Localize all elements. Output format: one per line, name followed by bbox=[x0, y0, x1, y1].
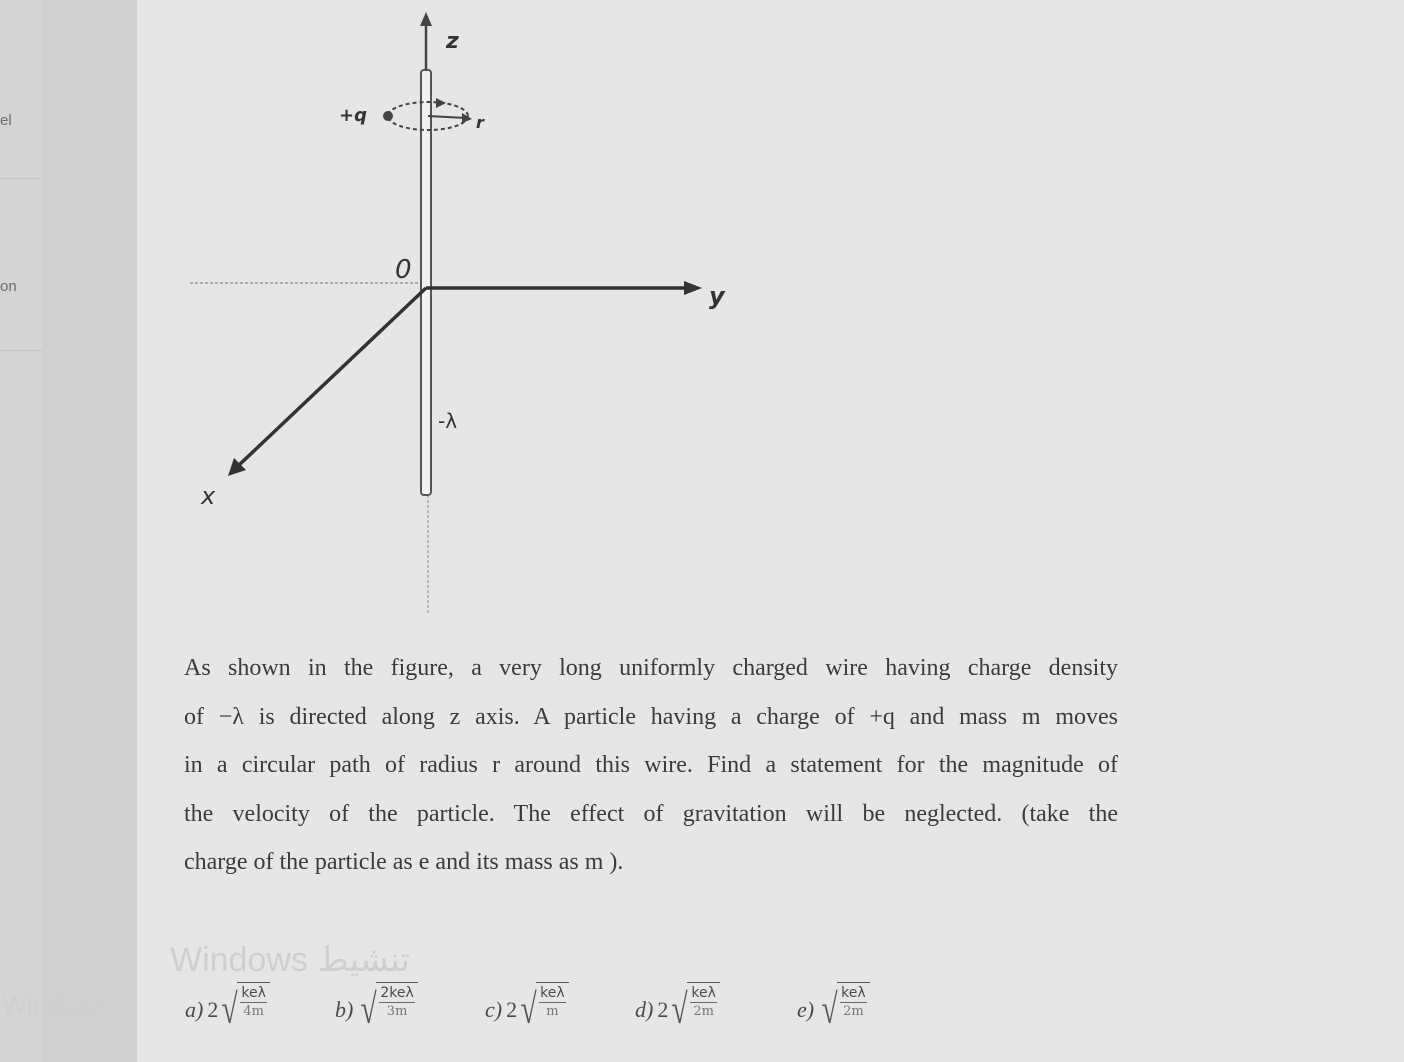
charge-label: +q bbox=[339, 105, 367, 126]
windows-activation-watermark: Windows تنشيط bbox=[170, 941, 410, 979]
question-line: charge of the particle as e and its mass as m ). bbox=[184, 849, 624, 875]
radius-label: r bbox=[476, 113, 484, 132]
fraction bbox=[687, 982, 720, 1038]
fraction bbox=[837, 982, 870, 1038]
side-panel-item[interactable]: el bbox=[0, 112, 12, 129]
x-axis bbox=[238, 288, 426, 466]
question-line: As shown in the figure, a very long uniformly charged wire having charge density bbox=[184, 655, 1118, 681]
fraction bbox=[237, 982, 270, 1038]
option-label: c) bbox=[485, 997, 503, 1022]
option-a[interactable] bbox=[185, 975, 270, 1045]
charged-wire bbox=[421, 70, 431, 495]
y-axis-label: y bbox=[709, 282, 725, 310]
question-line: in a circular path of radius r around this wire. Find a statement for the magnitude of bbox=[184, 752, 1118, 778]
fraction bbox=[536, 982, 569, 1038]
option-e[interactable] bbox=[797, 975, 870, 1045]
y-axis-arrowhead bbox=[684, 281, 702, 295]
orbit-direction-arrow bbox=[436, 98, 446, 108]
side-panel-item[interactable]: on bbox=[0, 278, 17, 295]
option-label: b) bbox=[335, 997, 354, 1022]
sqrt-sign-icon: √ bbox=[221, 987, 238, 1033]
sqrt-sign-icon: √ bbox=[360, 987, 377, 1033]
sqrt-expression bbox=[668, 982, 720, 1038]
x-axis-label: x bbox=[201, 482, 216, 510]
fraction-denominator: 2m bbox=[843, 1004, 864, 1019]
option-label: e) bbox=[797, 997, 815, 1022]
option-label: a) bbox=[185, 997, 204, 1022]
sqrt-sign-icon: √ bbox=[520, 987, 537, 1033]
fraction-numerator: keλ bbox=[841, 985, 866, 1001]
sqrt-expression bbox=[517, 982, 569, 1038]
particle-dot bbox=[383, 111, 393, 121]
sqrt-expression bbox=[818, 982, 870, 1038]
question-text bbox=[184, 644, 1118, 887]
fraction-denominator: m bbox=[546, 1004, 559, 1019]
z-axis-arrowhead bbox=[420, 12, 432, 26]
option-coefficient: 2 bbox=[657, 997, 669, 1022]
origin-label: 0 bbox=[395, 255, 412, 285]
fraction-numerator: keλ bbox=[540, 985, 565, 1001]
fraction-denominator: 3m bbox=[386, 1004, 408, 1019]
sqrt-sign-icon: √ bbox=[821, 987, 838, 1033]
sqrt-expression bbox=[357, 982, 417, 1038]
fraction bbox=[376, 982, 417, 1038]
fraction-numerator: keλ bbox=[241, 985, 266, 1001]
fraction-denominator: 2m bbox=[693, 1004, 714, 1019]
sqrt-sign-icon: √ bbox=[671, 987, 688, 1033]
fraction-numerator: 2keλ bbox=[380, 985, 414, 1001]
fraction-denominator: 4m bbox=[243, 1004, 264, 1019]
option-b[interactable] bbox=[335, 975, 418, 1045]
option-d[interactable] bbox=[635, 975, 720, 1045]
option-coefficient: 2 bbox=[506, 997, 518, 1022]
radius-line bbox=[428, 116, 466, 118]
charge-density-label: -λ bbox=[438, 409, 458, 433]
option-c[interactable] bbox=[485, 975, 569, 1045]
answer-options bbox=[185, 975, 905, 1045]
option-label: d) bbox=[635, 997, 654, 1022]
windows-activation-watermark-2: Windows bbox=[2, 990, 108, 1020]
z-axis-label: z bbox=[446, 29, 459, 54]
fraction-numerator: keλ bbox=[691, 985, 716, 1001]
sqrt-expression bbox=[218, 982, 270, 1038]
option-coefficient: 2 bbox=[207, 997, 219, 1022]
question-line: of −λ is directed along z axis. A particle having a charge of +q and mass m moves bbox=[184, 703, 1118, 730]
question-line: the velocity of the particle. The effect of gravitation will be neglected. (take the bbox=[184, 800, 1118, 827]
